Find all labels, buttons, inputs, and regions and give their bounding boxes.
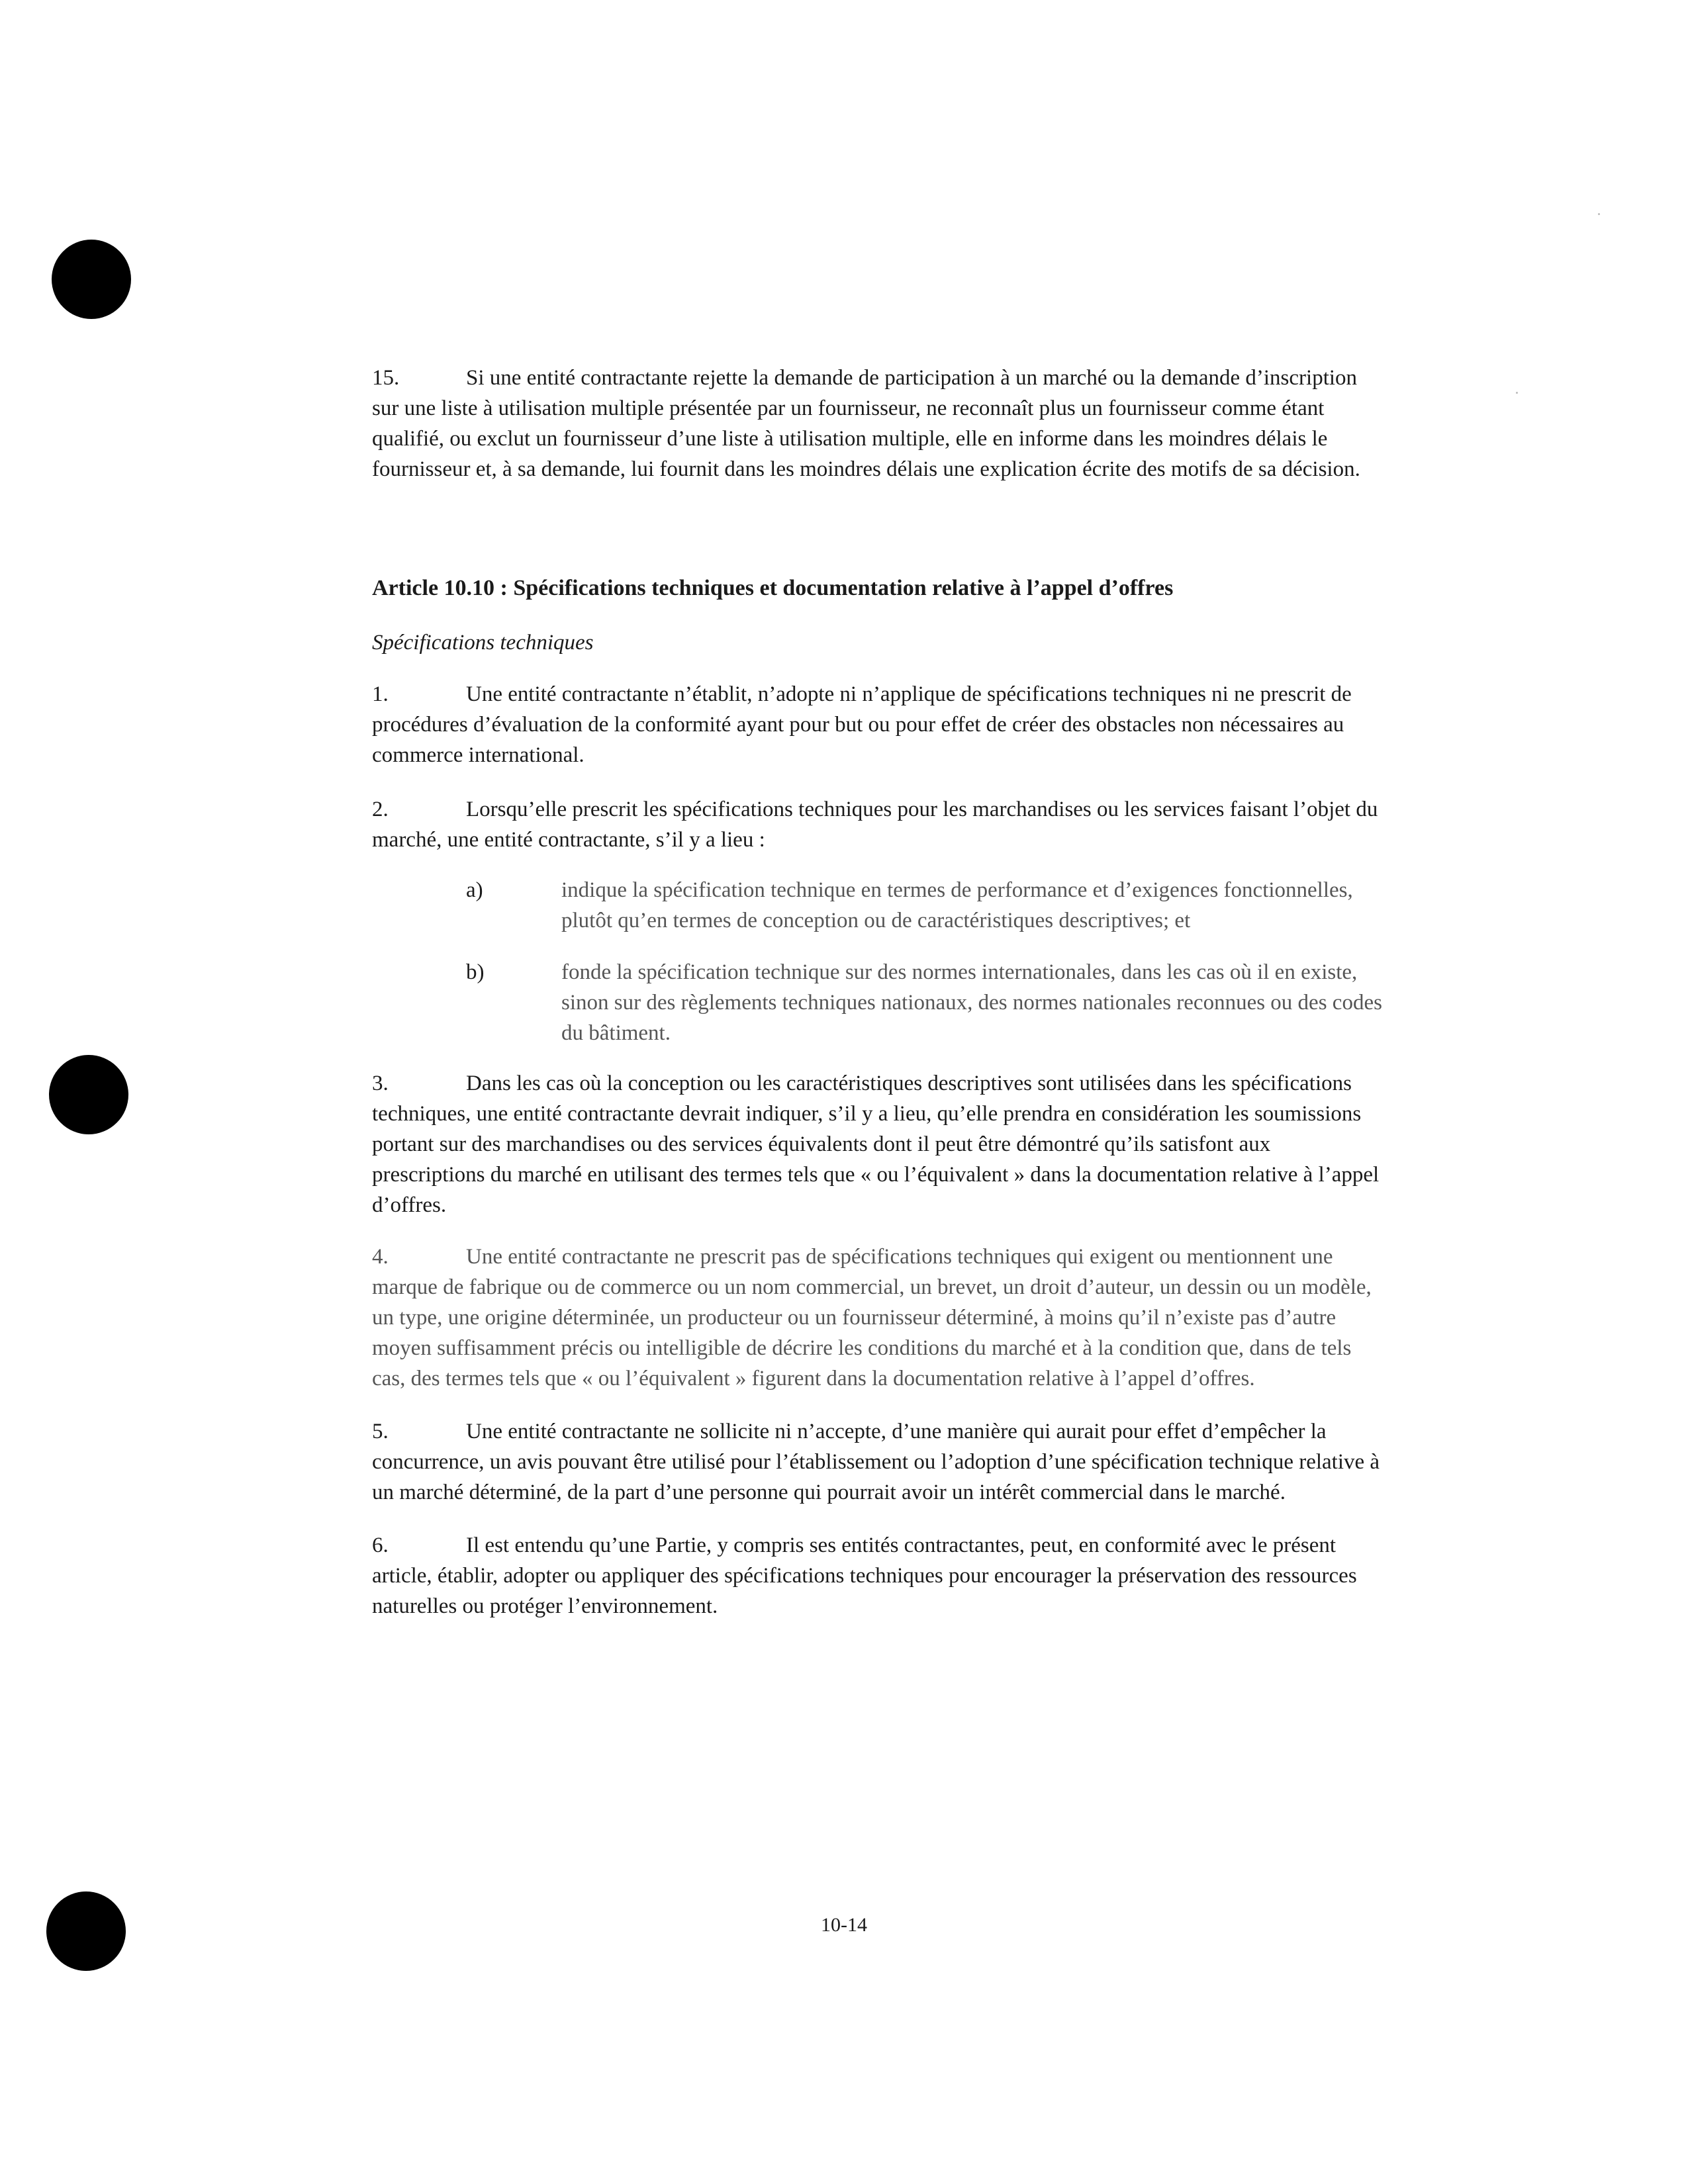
paragraph-text: Lorsqu’elle prescrit les spécifications techniques pour les marchandises ou les services faisant l’objet du marché, une entité contractante, s’il y a lieu : bbox=[372, 797, 1378, 852]
document-body bbox=[372, 363, 1386, 1621]
paragraph-text: Une entité contractante ne sollicite ni n’accepte, d’une manière qui aurait pour effet d’empêcher la concurrence, un avis pouvant être utilisé pour l’établissement ou l’adoption d’une spécification technique relative à un marché déterminé, de la part d’une personne qui pourrait avoir un intérêt commercial dans le marché. bbox=[372, 1420, 1380, 1504]
paragraph-5 bbox=[372, 1416, 1386, 1508]
paragraph-6 bbox=[372, 1530, 1386, 1621]
list-item-letter: b) bbox=[466, 960, 485, 984]
paragraph-text: Dans les cas où la conception ou les caractéristiques descriptives sont utilisées dans les spécifications techniques, une entité contractante devrait indiquer, s’il y a lieu, qu’elle prendra en considération les soumissions portant sur des marchandises ou des services équivalents dont il peut être démontré qu’ils satisfont aux prescriptions du marché en utilisant des termes tels que « ou l’équivalent » dans la documentation relative à l’appel d’offres. bbox=[372, 1071, 1380, 1217]
paragraph-1 bbox=[372, 679, 1386, 770]
list-item-text: fonde la spécification technique sur des normes internationales, dans les cas où il en existe, sinon sur des règlements techniques nationaux, des normes nationales reconnues ou des codes du bâtiment. bbox=[561, 960, 1382, 1045]
paragraph-4 bbox=[372, 1242, 1386, 1394]
paragraph-3 bbox=[372, 1068, 1386, 1220]
paragraph-number: 5. bbox=[372, 1420, 389, 1443]
scan-speck bbox=[1598, 213, 1600, 215]
paragraph-text: Une entité contractante n’établit, n’adopte ni n’applique de spécifications techniques ni ne prescrit de procédures d’évaluation de la conformité ayant pour but ou pour effet de créer des obstacles non nécessaires au commerce international. bbox=[372, 682, 1352, 767]
section-subheading: Spécifications techniques bbox=[372, 631, 594, 655]
article-heading: Article 10.10 : Spécifications techniques et documentation relative à l’appel d’offres bbox=[372, 576, 1174, 600]
paragraph-text: Si une entité contractante rejette la demande de participation à un marché ou la demande d’inscription sur une liste à utilisation multiple présentée par un fournisseur, ne reconnaît plus un fournisseur comme étant qualifié, ou exclut un fournisseur d’une liste à utilisation multiple, elle en informe dans les moindres délais le fournisseur et, à sa demande, lui fournit dans les moindres délais une explication écrite des motifs de sa décision. bbox=[372, 366, 1360, 481]
paragraph-number: 4. bbox=[372, 1245, 389, 1269]
paragraph-number: 15. bbox=[372, 366, 400, 390]
scan-speck bbox=[1516, 392, 1518, 394]
binder-hole-top bbox=[52, 240, 131, 319]
paragraph-number: 3. bbox=[372, 1071, 389, 1095]
paragraph-number: 1. bbox=[372, 682, 389, 706]
paragraph-2 bbox=[372, 794, 1386, 855]
list-item-a bbox=[372, 875, 1386, 936]
list-item-letter: a) bbox=[466, 878, 483, 902]
page-number: 10-14 bbox=[821, 1914, 867, 1936]
paragraph-text: Une entité contractante ne prescrit pas de spécifications techniques qui exigent ou mentionnent une marque de fabrique ou de commerce ou un nom commercial, un brevet, un droit d’auteur, un dessin ou un modèle, un type, une origine déterminée, un producteur ou un fournisseur déterminé, à moins qu’il n’existe pas d’autre moyen suffisamment précis ou intelligible de décrire les conditions du marché et à la condition que, dans de tels cas, des termes tels que « ou l’équivalent » figurent dans la documentation relative à l’appel d’offres. bbox=[372, 1245, 1372, 1390]
paragraph-number: 2. bbox=[372, 797, 389, 821]
paragraph-15 bbox=[372, 363, 1386, 484]
list-item-text: indique la spécification technique en termes de performance et d’exigences fonctionnelles, plutôt qu’en termes de conception ou de caractéristiques descriptives; et bbox=[561, 878, 1353, 933]
paragraph-text: Il est entendu qu’une Partie, y compris ses entités contractantes, peut, en conformité avec le présent article, établir, adopter ou appliquer des spécifications techniques pour encourager la préservation des ressources naturelles ou protéger l’environnement. bbox=[372, 1533, 1357, 1618]
list-item-b bbox=[372, 957, 1386, 1048]
binder-hole-middle bbox=[49, 1055, 128, 1134]
paragraph-number: 6. bbox=[372, 1533, 389, 1557]
